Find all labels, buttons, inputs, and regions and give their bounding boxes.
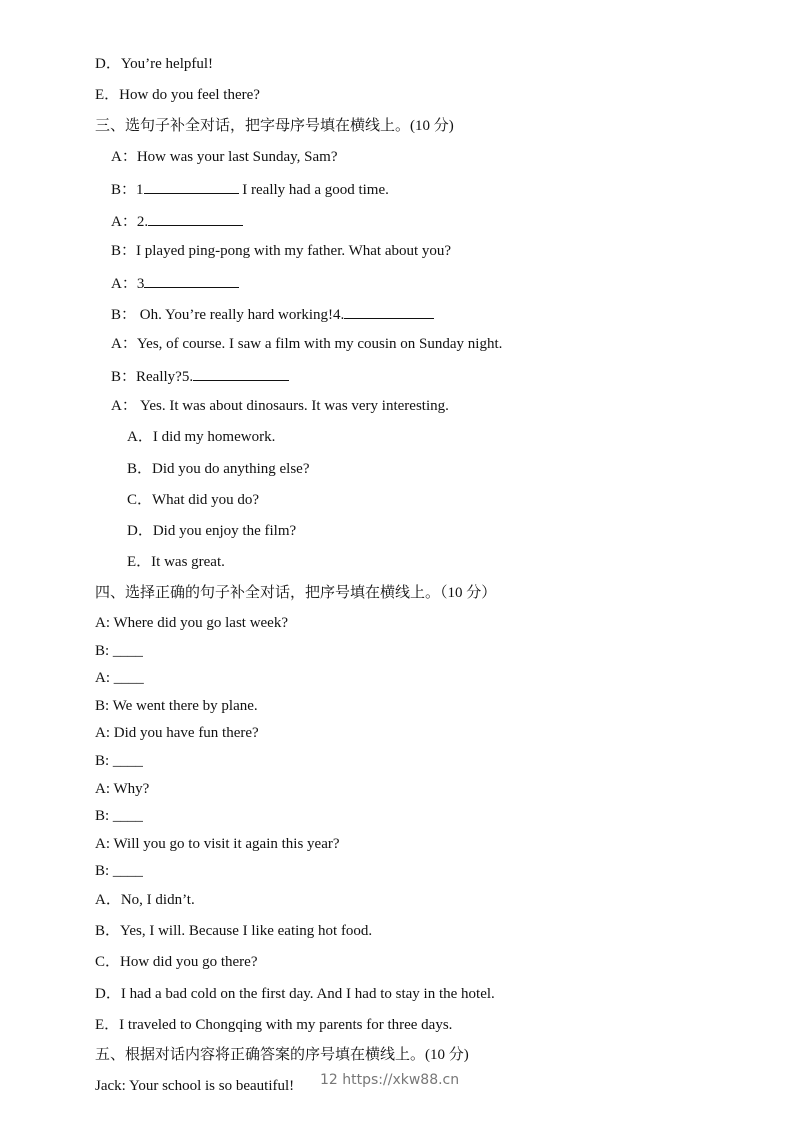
s4-dialogue-8[interactable]: B: ____ xyxy=(95,808,143,824)
answer-blank-5[interactable] xyxy=(193,366,289,381)
s3-line-3-prefix: A：2. xyxy=(111,214,149,230)
section5-heading: 五、根据对话内容将正确答案的序号填在横线上。(10 分) xyxy=(95,1047,469,1063)
s3-line-3 xyxy=(111,211,243,231)
answer-blank-4[interactable] xyxy=(344,304,434,319)
s4-option-a: A．No, I didn’t. xyxy=(95,892,195,908)
s4-option-e: E．I traveled to Chongqing with my parents for three days. xyxy=(95,1017,453,1033)
s3-line-2-prefix: B：1 xyxy=(111,182,144,198)
answer-blank-1[interactable] xyxy=(144,179,239,194)
s3-line-5 xyxy=(111,273,239,293)
s3-line-9: A： Yes. It was about dinosaurs. It was very interesting. xyxy=(111,398,449,414)
s4-dialogue-1: A: Where did you go last week? xyxy=(95,615,289,631)
s3-line-6 xyxy=(111,304,434,324)
answer-blank-3[interactable] xyxy=(144,273,239,288)
s3-line-4: B：I played ping-pong with my father. What about you? xyxy=(111,243,452,259)
s3-option-b: B．Did you do anything else? xyxy=(127,461,310,477)
option-e-top: E．How do you feel there? xyxy=(95,87,260,103)
s3-line-1: A：How was your last Sunday, Sam? xyxy=(111,149,338,165)
s4-dialogue-7: A: Why? xyxy=(95,781,150,797)
s3-line-7: A：Yes, of course. I saw a film with my cousin on Sunday night. xyxy=(111,336,503,352)
s3-line-6-prefix: B： Oh. You’re really hard working!4. xyxy=(111,307,345,323)
s4-dialogue-3[interactable]: A: ____ xyxy=(95,670,144,686)
section3-heading: 三、选句子补全对话，把字母序号填在横线上。(10 分) xyxy=(95,118,454,134)
s4-option-c: C．How did you go there? xyxy=(95,954,258,970)
section4-heading: 四、选择正确的句子补全对话，把序号填在横线上。（10 分） xyxy=(95,585,497,601)
option-d-top: D．You’re helpful! xyxy=(95,56,214,72)
s3-line-8 xyxy=(111,366,289,386)
s4-dialogue-9: A: Will you go to visit it again this year? xyxy=(95,836,340,852)
s3-line-5-prefix: A：3 xyxy=(111,276,145,292)
s3-option-e: E．It was great. xyxy=(127,554,225,570)
s4-dialogue-2[interactable]: B: ____ xyxy=(95,643,143,659)
s3-option-d: D．Did you enjoy the film? xyxy=(127,523,297,539)
s5-line-1: Jack: Your school is so beautiful! xyxy=(95,1078,295,1094)
s4-option-b: B．Yes, I will. Because I like eating hot food. xyxy=(95,923,373,939)
answer-blank-2[interactable] xyxy=(148,211,243,226)
s3-line-8-prefix: B：Really?5. xyxy=(111,369,194,385)
s3-option-a: A．I did my homework. xyxy=(127,429,276,445)
s3-line-2 xyxy=(111,179,389,199)
s4-dialogue-4: B: We went there by plane. xyxy=(95,698,258,714)
s4-option-d: D．I had a bad cold on the first day. And I had to stay in the hotel. xyxy=(95,986,495,1002)
s3-option-c: C．What did you do? xyxy=(127,492,260,508)
s3-line-2-suffix: I really had a good time. xyxy=(238,182,389,198)
page-footer-watermark: 12 https://xkw88.cn xyxy=(320,1072,460,1088)
s4-dialogue-6[interactable]: B: ____ xyxy=(95,753,143,769)
s4-dialogue-10[interactable]: B: ____ xyxy=(95,863,143,879)
s4-dialogue-5: A: Did you have fun there? xyxy=(95,725,259,741)
